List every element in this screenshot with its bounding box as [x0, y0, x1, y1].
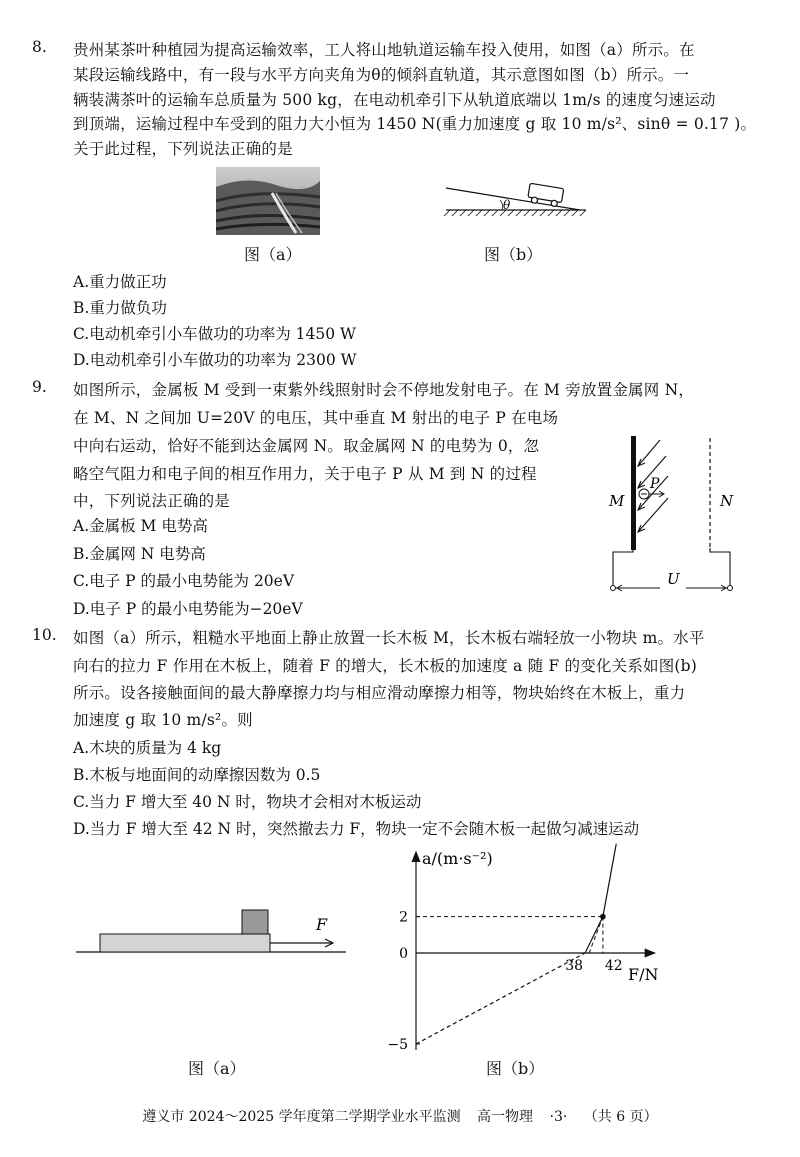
option-d: D.电子 P 的最小电势能为−20eV: [73, 600, 303, 618]
board-block-diagram: [70, 898, 350, 960]
tea-plantation-photo: [216, 167, 320, 235]
question-text-line: 略空气阻力和电子间的相互作用力，关于电子 P 从 M 到 N 的过程: [73, 465, 537, 483]
x-axis-arrow: [645, 949, 655, 957]
acceleration-force-chart: [380, 840, 680, 1050]
option-d: D.当力 F 增大至 42 N 时，突然撤去力 F，物块一定不会随木板一起做匀减速运动: [73, 820, 640, 838]
mesh-n-label: N: [720, 492, 734, 510]
question-number: 10.: [32, 626, 57, 644]
option-c: C.当力 F 增大至 40 N 时，物块才会相对木板运动: [73, 793, 422, 811]
force-f-label: F: [316, 915, 328, 934]
electron-p-label: P: [650, 476, 660, 492]
series-line: [416, 953, 585, 1044]
question-text-line: 所示。设各接触面间的最大静摩擦力均与相应滑动摩擦力相等，物块始终在木板上，重力: [73, 684, 686, 702]
question-text-line: 如图所示，金属板 M 受到一束紫外线照射时会不停地发射电子。在 M 旁放置金属网 N，: [73, 381, 695, 399]
question-text-line: 在 M、N 之间加 U=20V 的电压，其中垂直 M 射出的电子 P 在电场: [73, 409, 559, 427]
question-text-line: 贵州某茶叶种植园为提高运输效率，工人将山地轨道运输车投入使用，如图（a）所示。在: [73, 41, 695, 59]
option-a: A.木块的质量为 4 kg: [73, 739, 222, 757]
option-d: D.电动机牵引小车做功的功率为 2300 W: [73, 351, 357, 369]
x-tick-label: 38: [565, 958, 584, 974]
chart-x-label: F/N: [628, 965, 659, 984]
x-tick-label: 42: [604, 958, 623, 974]
option-c: C.电子 P 的最小电势能为 20eV: [73, 572, 295, 590]
question-text-line: 加速度 g 取 10 m/s²。则: [73, 711, 253, 729]
option-b: B.木板与地面间的动摩擦因数为 0.5: [73, 766, 321, 784]
figure-a-caption: 图（a）: [244, 245, 302, 264]
question-text-line: 中，下列说法正确的是: [73, 492, 231, 510]
y-tick-label: 2: [399, 909, 408, 926]
chart-y-label: a/(m·s⁻²): [422, 849, 493, 868]
series-line: [585, 917, 603, 953]
question-text-line: 某段运输线路中，有一段与水平方向夹角为θ的倾斜直轨道，其示意图如图（b）所示。一: [73, 66, 690, 84]
question-text-line: 如图（a）所示，粗糙水平地面上静止放置一长木板 M，长木板右端轻放一小物块 m。水平: [73, 629, 705, 647]
y-axis-arrow: [412, 852, 420, 862]
series-line: [603, 844, 616, 917]
question-text-line: 辆装满茶叶的运输车总质量为 500 kg，在电动机牵引下从轨道底端以 1m/s 的速度匀速运动: [73, 91, 716, 109]
question-text-line: 中向右运动，恰好不能到达金属网 N。取金属网 N 的电势为 0，忽: [73, 437, 540, 455]
photoelectric-circuit-diagram: [600, 432, 750, 604]
question-number: 8.: [32, 38, 47, 56]
option-c: C.电动机牵引小车做功的功率为 1450 W: [73, 325, 356, 343]
y-tick-label: 0: [399, 946, 408, 962]
question-number: 9.: [32, 378, 47, 396]
figure-b-caption: 图（b）: [486, 1059, 545, 1078]
page-footer: [0, 1106, 800, 1126]
long-board: [100, 934, 270, 952]
subject: 高一物理: [477, 1109, 534, 1125]
option-b: B.重力做负功: [73, 299, 167, 317]
figure-a-caption: 图（a）: [188, 1059, 246, 1078]
voltage-u-label: U: [667, 570, 680, 588]
page-total: （共 6 页）: [583, 1109, 658, 1125]
incline-diagram: [440, 178, 590, 228]
question-text-line: 到顶端，运输过程中车受到的阻力大小恒为 1450 N(重力加速度 g 取 10 m/s²、sinθ = 0.17 )。: [73, 115, 757, 133]
page-number: ·3·: [549, 1109, 568, 1125]
small-block: [242, 910, 268, 934]
data-point: [600, 914, 606, 920]
option-b: B.金属网 N 电势高: [73, 545, 206, 563]
metal-plate-m: [631, 436, 636, 550]
exam-title: 遵义市 2024～2025 学年度第二学期学业水平监测: [142, 1109, 461, 1125]
question-text-line: 关于此过程，下列说法正确的是: [73, 140, 293, 158]
option-a: A.金属板 M 电势高: [73, 517, 208, 535]
figure-b-caption: 图（b）: [484, 245, 543, 264]
y-tick-label: −5: [387, 1037, 408, 1050]
option-a: A.重力做正功: [73, 273, 167, 291]
question-text-line: 向右的拉力 F 作用在木板上，随着 F 的增大，长木板的加速度 a 随 F 的变化关系如图(b): [73, 657, 698, 675]
angle-label: θ: [503, 198, 511, 212]
plate-m-label: M: [609, 492, 625, 510]
